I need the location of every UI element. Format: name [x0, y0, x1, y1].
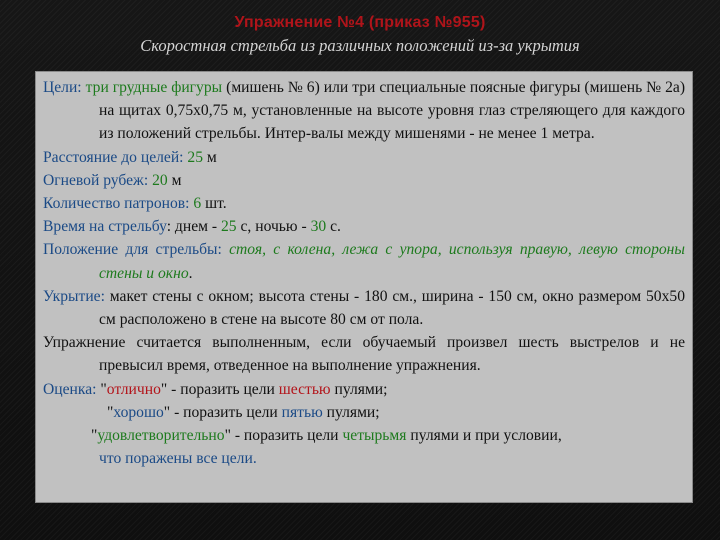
targets-label: Цели:	[43, 79, 82, 96]
rounds-unit: шт.	[205, 195, 227, 213]
cover-text: макет стены с окном; высота стены - 180 см., ширина - 150 см, окно размером 50х50 см расположено в стене на высоте 80 см от пола.	[99, 287, 685, 329]
targets-highlight: три грудные фигуры	[85, 79, 223, 96]
satisfactory-end: пулями и при условии,	[410, 427, 562, 445]
cover-label: Укрытие:	[43, 287, 105, 305]
rounds-line	[43, 192, 685, 215]
good-quote-close: "	[163, 403, 171, 421]
distance-value: 25	[187, 148, 204, 166]
rounds-value: 6	[193, 195, 202, 213]
distance-label: Расстояние до целей:	[43, 148, 184, 166]
firing-line-unit: м	[171, 171, 182, 189]
firing-line-value: 20	[152, 171, 168, 189]
satisfactory-word: удовлетворительно	[97, 427, 225, 445]
content-body	[43, 76, 685, 470]
content-panel	[36, 72, 692, 502]
distance-unit: м	[206, 148, 217, 166]
firing-line-label: Огневой рубеж:	[43, 171, 149, 189]
position-end: .	[188, 264, 193, 282]
satisfactory-text: - поразить цели	[234, 427, 339, 445]
targets-text: (мишень № 6) или три специальные поясные фигуры (мишень № 2а) на щитах 0,75х0,75 м, установленные на высоте уровня глаз стреляющего для каждого из положений стрельбы. Интер-валы между мишенями - не менее 1 метра.	[99, 79, 686, 143]
rounds-label: Количество патронов:	[43, 195, 190, 213]
position-paragraph	[43, 238, 685, 284]
grading-satisfactory-line	[43, 424, 685, 470]
time-end-text: с.	[330, 218, 341, 236]
satisfactory-count: четырьмя	[342, 427, 407, 445]
time-label: Время на стрельбу	[43, 218, 167, 236]
excellent-quote-open: "	[100, 380, 107, 398]
satisfactory-quote-close: "	[224, 427, 231, 445]
excellent-quote-close: "	[160, 380, 168, 398]
excellent-word: отлично	[106, 380, 161, 398]
time-day-text: : днем -	[166, 218, 218, 236]
good-quote-open: "	[107, 403, 114, 421]
good-word: хорошо	[113, 403, 164, 421]
slide-title: Упражнение №4 (приказ №955)	[234, 14, 486, 31]
excellent-end: пулями;	[334, 380, 388, 398]
grading-excellent-line	[43, 378, 685, 401]
position-value: стоя, с колена, лежа с упора, используя правую, левую стороны стены и окно	[99, 241, 685, 282]
good-text: - поразить цели	[174, 403, 278, 421]
good-count: пятью	[281, 403, 323, 421]
cover-paragraph	[43, 285, 685, 331]
excellent-text: - поразить цели	[171, 380, 275, 398]
time-line	[43, 215, 685, 238]
satisfactory-quote-open: "	[91, 427, 98, 445]
targets-paragraph	[43, 76, 685, 146]
good-end: пулями;	[326, 403, 380, 421]
time-mid-text: с, ночью -	[240, 218, 307, 236]
position-label: Положение для стрельбы:	[43, 241, 222, 259]
satisfactory-cont: что поражены все цели.	[99, 450, 257, 468]
excellent-count: шестью	[278, 380, 331, 398]
grading-good-line	[43, 401, 685, 424]
distance-line	[43, 146, 685, 169]
time-day-value: 25	[221, 218, 237, 236]
slide-subtitle: Скоростная стрельба из различных положений из-за укрытия	[140, 36, 580, 55]
completion-paragraph: Упражнение считается выполненным, если обучаемый произвел шесть выстрелов и не превысил время, отведенное на выполнение упражнения.	[43, 334, 685, 375]
time-night-value: 30	[310, 218, 327, 236]
grading-label: Оценка:	[43, 380, 97, 398]
firing-line-line	[43, 169, 685, 192]
